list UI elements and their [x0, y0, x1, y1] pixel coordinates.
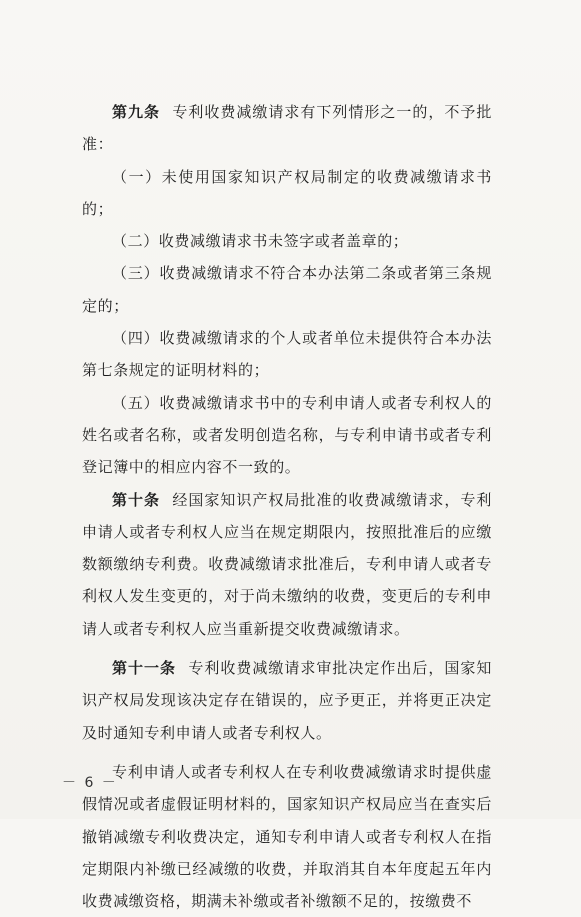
article-11-number: 第十一条: [112, 659, 176, 678]
article-9-text: 专利收费减缴请求有下列情形之一的，不予批准：: [82, 103, 492, 154]
article-9-item-5: （五）收费减缴请求书中的专利申请人或者专利权人的姓名或者名称，或者发明创造名称，与专利申请书或者专利登记簿中的相应内容不一致的。: [82, 393, 492, 477]
page-number: － 6 －: [62, 775, 118, 791]
document-body: [82, 96, 492, 917]
article-10-number: 第十条: [112, 490, 160, 509]
article-10-text: 经国家知识产权局批准的收费减缴请求，专利申请人或者专利权人应当在规定期限内，按照批准后的应缴数额缴纳专利费。收费减缴请求批准后，专利申请人或者专利权人发生变更的，对于尚未缴纳的收费，变更后的专利申请人或者专利权人应当重新提交收费减缴请求。: [82, 490, 492, 638]
article-10: [82, 484, 492, 645]
article-11-text: 专利收费减缴请求审批决定作出后，国家知识产权局发现该决定存在错误的，应予更正，并将更正决定及时通知专利申请人或者专利权人。: [82, 659, 492, 742]
article-9-item-4: （四）收费减缴请求的个人或者单位未提供符合本办法第七条规定的证明材料的；: [82, 329, 492, 380]
article-9: [82, 96, 492, 161]
final-paragraph: 专利申请人或者专利权人在专利收费减缴请求时提供虚假情况或者虚假证明材料的，国家知识产权局应当在查实后撤销减缴专利收费决定，通知专利申请人或者专利权人在指定期限内补缴已经减缴的收费，并取消其自本年度起五年内收费减缴资格，期满未补缴或者补缴额不足的，按缴费不: [82, 762, 492, 911]
article-9-item-3: （三）收费减缴请求不符合本办法第二条或者第三条规定的；: [82, 264, 492, 315]
article-9-number: 第九条: [112, 103, 160, 121]
article-9-item-1: （一）未使用国家知识产权局制定的收费减缴请求书的；: [82, 167, 492, 218]
article-11: [82, 652, 492, 749]
article-9-item-2: （二）收费减缴请求书未签字或者盖章的；: [112, 232, 409, 251]
